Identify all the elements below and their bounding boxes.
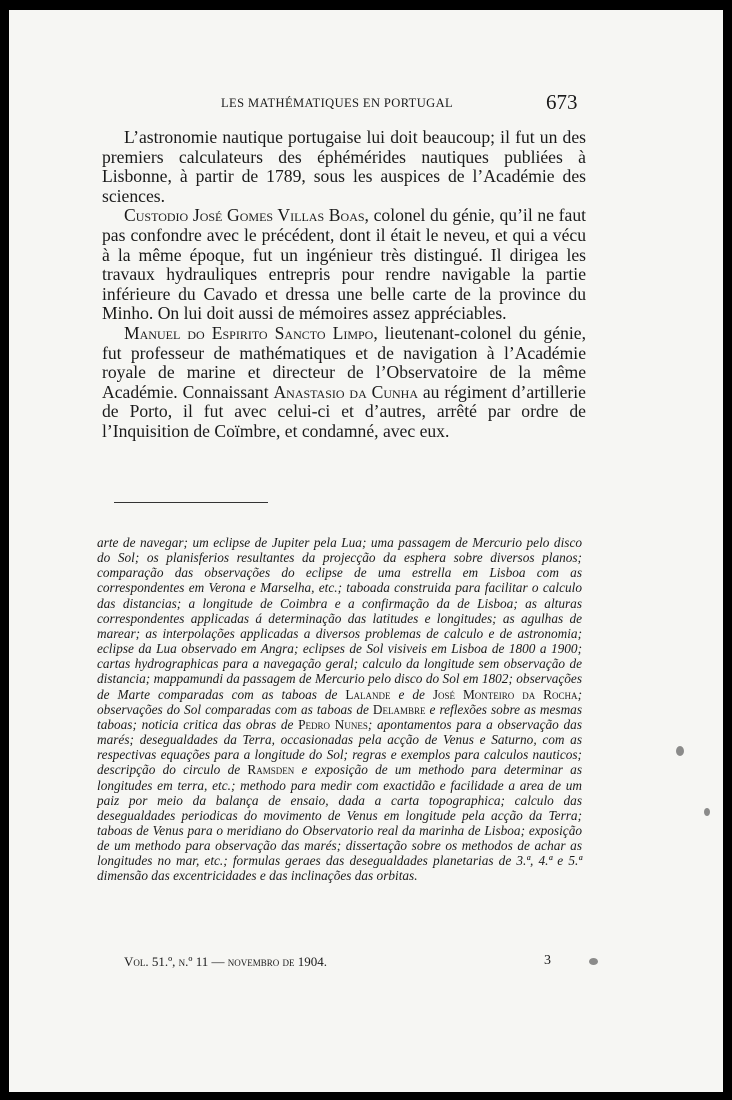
signature-text: Vol. 51.º, n.º 11 — novembro de 1904.: [124, 954, 327, 969]
footnote-text: e de: [390, 686, 433, 702]
person-name: Ramsden: [247, 762, 295, 778]
person-name: Lalande: [345, 686, 391, 702]
running-title: LES MATHÉMATIQUES EN PORTUGAL: [221, 96, 454, 110]
footnote-text: ; apontamentos para a observação das marés; desegualdades da Terra, occasionadas pela acção de Venus e Saturno, com as respectivas equações para a longitude do Sol; regras e exemplos para calculos nauticos; descripção do circulo de: [97, 716, 582, 778]
paragraph-1: L’astronomie nautique portugaise lui doit beaucoup; il fut un des premiers calculateurs des éphémérides nautiques publiées à Lisbonne, à partir de 1789, sous les auspices de l’Académie des sciences.: [102, 127, 586, 206]
footnote: [97, 535, 582, 884]
paragraph-2-text: , colonel du génie, qu’il ne faut pas confondre avec le précédent, dont il était le neveu, et qui a vécu à la même époque, fut un ingénieur très distingué. Il dirigea les travaux hydrauliques entrepris pour rendre navigable la partie inférieure du Cavado et dressa une belle carte de la province du Minho. On lui doit aussi de mémoires assez appréciables.: [102, 205, 587, 324]
footnote-text: ; observações do Sol comparadas com as taboas de: [97, 686, 582, 717]
page-number: 673: [546, 90, 578, 114]
person-name: Custodio José Gomes Villas Boas: [124, 205, 365, 226]
paragraph-3-text-a: , lieutenant-colonel du génie, fut professeur de mathématiques et de navigation à l’Académie royale de marine et directeur de l’Observatoire de la même Académie. Connaissant: [102, 322, 586, 402]
person-name: Pedro Nunes: [298, 716, 368, 732]
printer-signature-line: [124, 954, 584, 972]
paragraph-2: [102, 206, 586, 324]
scanned-page: [9, 10, 723, 1092]
person-name: Anastasio da Cunha: [273, 381, 418, 402]
footnote-separator: [114, 502, 268, 503]
footnote-text: arte de navegar; um eclipse de Jupiter pela Lua; uma passagem de Mercurio pelo disco do Sol; os planisferios resultantes da projecção da esphera sobre diversos planos; comparação das observações do eclipse de uma estrella em Lisboa com as correspondentes em Verona e Marselha, etc.; taboada construida para facilitar o calculo das distancias; a longitude de Coimbra e a confirmação da de Lisboa; as alturas correspondentes applicadas á determinação das latitudes e longitudes; as agulhas de marear; as interpolações applicadas a diversos problemas de calculo e de astronomia; eclipse da Lua observado em Angra; eclipses de Sol visiveis em Lisboa de 1800 a 1900; cartas hydrographicas para a navegação geral; calculo da longitude sem observação de distancia; mappamundi da passagem de Mercurio pelo disco do Sol em 1802; observações de Marte comparadas com as taboas de: [97, 535, 582, 702]
main-text: [102, 128, 586, 442]
signature-mark: 3: [544, 953, 551, 968]
ink-speck: [704, 808, 710, 816]
paragraph-3-text-b: au régiment d’artillerie de Porto, il fut avec celui-ci et d’autres, arrêté par ordre de l’Inquisition de Coïmbre, et condamné, avec eux.: [102, 381, 586, 441]
ink-speck: [676, 746, 684, 756]
footnote-text: e exposição de um methodo para determinar as longitudes em terra, etc.; methodo para medir com exactidão e facilidade a area de um paiz por meio da balança de ensaio, dada a carta topographica; calculo das desegualdades periodicas do movimento de Venus em longitude pela acção da Terra; taboas de Venus para o meridiano do Observatorio real da marinha de Lisboa; exposição de um methodo para observação das marés; dissertação sobre os methodos de achar as longitudes no mar, etc.; formulas geraes das desegualdades planetarias de 3.ª, 4.ª e 5.ª dimensão das excentricidades e das inclinações das orbitas.: [97, 762, 582, 884]
page-header: [9, 90, 723, 120]
paragraph-3: [102, 324, 586, 442]
person-name: Manuel do Espirito Sancto Limpo: [124, 322, 374, 343]
footnote-text: e reflexões sobre as mesmas taboas; noticia critica das obras de: [97, 701, 582, 732]
person-name: José Monteiro da Rocha: [432, 686, 578, 702]
person-name: Delambre: [372, 701, 426, 717]
ink-speck: [589, 958, 598, 965]
